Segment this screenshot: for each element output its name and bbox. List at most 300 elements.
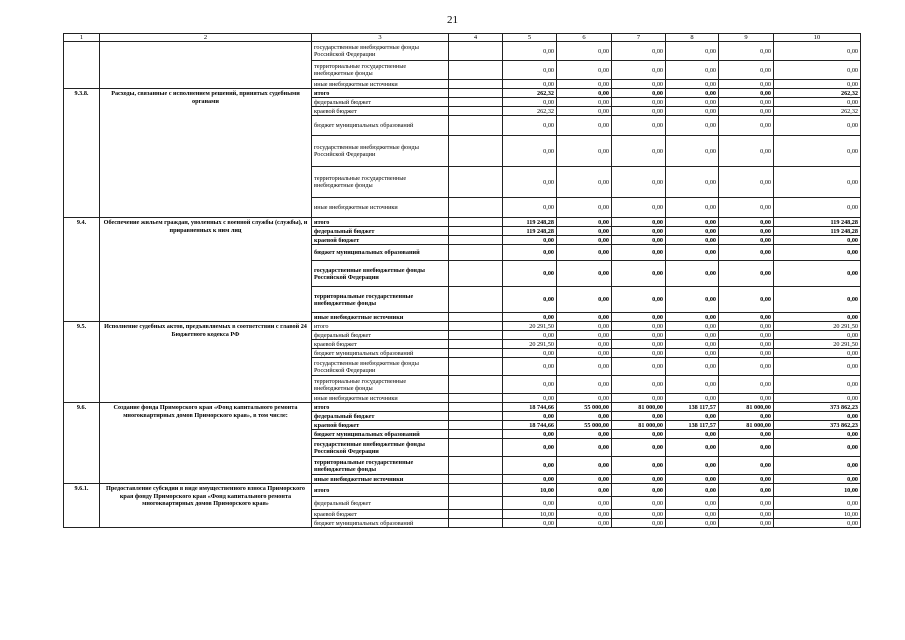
amount-cell: 0,00 <box>612 236 666 245</box>
funding-source: итого <box>312 218 449 227</box>
amount-cell: 0,00 <box>719 107 774 116</box>
amount-cell: 0,00 <box>557 98 612 107</box>
amount-cell: 0,00 <box>612 497 666 510</box>
amount-cell: 0,00 <box>774 167 861 198</box>
funding-source: территориальные государственные внебюджетные фонды <box>312 167 449 198</box>
item-code: 9.6. <box>64 403 100 484</box>
amount-cell: 0,00 <box>774 261 861 287</box>
empty-cell <box>449 497 503 510</box>
amount-cell: 0,00 <box>719 227 774 236</box>
amount-cell: 0,00 <box>666 358 719 376</box>
amount-cell: 0,00 <box>557 331 612 340</box>
amount-cell: 0,00 <box>719 236 774 245</box>
empty-cell <box>449 236 503 245</box>
item-name: Предоставление субсидии в виде имущественного взноса Приморского края фонду Приморского края «Фонд капитального ремонта многоквартирных домов Приморского края» <box>100 484 312 528</box>
column-number-4: 4 <box>449 34 503 42</box>
amount-cell: 0,00 <box>612 107 666 116</box>
amount-cell: 0,00 <box>774 61 861 80</box>
column-number-8: 8 <box>666 34 719 42</box>
amount-cell: 0,00 <box>503 519 557 528</box>
amount-cell: 0,00 <box>666 136 719 167</box>
amount-cell: 0,00 <box>774 430 861 439</box>
amount-cell: 0,00 <box>666 340 719 349</box>
amount-cell: 0,00 <box>719 42 774 61</box>
funding-source: краевой бюджет <box>312 510 449 519</box>
amount-cell: 0,00 <box>503 349 557 358</box>
amount-cell: 0,00 <box>612 394 666 403</box>
amount-cell: 0,00 <box>666 331 719 340</box>
empty-cell <box>449 376 503 394</box>
empty-cell <box>449 98 503 107</box>
amount-cell: 0,00 <box>774 98 861 107</box>
amount-cell: 0,00 <box>557 457 612 475</box>
funding-source: территориальные государственные внебюджетные фонды <box>312 376 449 394</box>
item-code: 9.5. <box>64 322 100 403</box>
item-name: Расходы, связанные с исполнением решений, принятых судебными органами <box>100 89 312 218</box>
amount-cell: 0,00 <box>774 376 861 394</box>
amount-cell: 0,00 <box>557 394 612 403</box>
amount-cell: 0,00 <box>612 349 666 358</box>
amount-cell: 0,00 <box>557 439 612 457</box>
amount-cell: 0,00 <box>503 430 557 439</box>
item-code: 9.4. <box>64 218 100 322</box>
amount-cell: 0,00 <box>666 107 719 116</box>
amount-cell: 0,00 <box>666 218 719 227</box>
amount-cell: 0,00 <box>774 519 861 528</box>
funding-source: итого <box>312 322 449 331</box>
amount-cell: 81 000,00 <box>612 421 666 430</box>
amount-cell: 119 248,28 <box>503 218 557 227</box>
funding-source: иные внебюджетные источники <box>312 198 449 218</box>
empty-cell <box>449 519 503 528</box>
amount-cell: 0,00 <box>774 394 861 403</box>
amount-cell: 0,00 <box>557 349 612 358</box>
amount-cell: 0,00 <box>719 167 774 198</box>
amount-cell: 138 117,57 <box>666 421 719 430</box>
amount-cell: 373 862,23 <box>774 403 861 412</box>
empty-cell <box>449 421 503 430</box>
item-code: 9.3.8. <box>64 89 100 218</box>
amount-cell: 0,00 <box>719 61 774 80</box>
funding-source: федеральный бюджет <box>312 497 449 510</box>
funding-source: краевой бюджет <box>312 421 449 430</box>
amount-cell: 0,00 <box>557 167 612 198</box>
amount-cell: 0,00 <box>503 61 557 80</box>
amount-cell: 262,32 <box>774 107 861 116</box>
amount-cell: 20 291,50 <box>774 340 861 349</box>
amount-cell: 0,00 <box>666 510 719 519</box>
amount-cell: 0,00 <box>612 313 666 322</box>
empty-cell <box>449 287 503 313</box>
item-code: 9.6.1. <box>64 484 100 528</box>
amount-cell: 0,00 <box>719 349 774 358</box>
funding-source: иные внебюджетные источники <box>312 313 449 322</box>
amount-cell: 0,00 <box>719 89 774 98</box>
amount-cell: 0,00 <box>612 340 666 349</box>
amount-cell: 0,00 <box>666 497 719 510</box>
amount-cell: 0,00 <box>666 245 719 261</box>
table-row <box>64 89 861 98</box>
amount-cell: 55 000,00 <box>557 421 612 430</box>
amount-cell: 0,00 <box>719 439 774 457</box>
amount-cell: 0,00 <box>612 430 666 439</box>
empty-cell <box>449 80 503 89</box>
funding-source: федеральный бюджет <box>312 331 449 340</box>
amount-cell: 0,00 <box>503 439 557 457</box>
amount-cell: 0,00 <box>719 322 774 331</box>
amount-cell: 0,00 <box>666 322 719 331</box>
amount-cell: 0,00 <box>557 484 612 497</box>
amount-cell: 0,00 <box>666 412 719 421</box>
column-number-2: 2 <box>100 34 312 42</box>
empty-cell <box>449 510 503 519</box>
amount-cell: 0,00 <box>666 198 719 218</box>
amount-cell: 0,00 <box>719 394 774 403</box>
amount-cell: 0,00 <box>666 349 719 358</box>
empty-cell <box>449 245 503 261</box>
funding-source: территориальные государственные внебюджетные фонды <box>312 287 449 313</box>
amount-cell: 0,00 <box>666 519 719 528</box>
funding-source: бюджет муниципальных образований <box>312 245 449 261</box>
amount-cell: 0,00 <box>612 245 666 261</box>
empty-cell <box>449 412 503 421</box>
header-row <box>64 34 861 42</box>
amount-cell: 0,00 <box>612 167 666 198</box>
amount-cell: 0,00 <box>666 116 719 136</box>
amount-cell: 0,00 <box>503 245 557 261</box>
table-row <box>64 403 861 412</box>
amount-cell: 0,00 <box>612 376 666 394</box>
amount-cell: 0,00 <box>503 376 557 394</box>
item-name: Исполнение судебных актов, предъявляемых в соответствии с главой 24 Бюджетного кодекса РФ <box>100 322 312 403</box>
amount-cell: 0,00 <box>557 322 612 331</box>
amount-cell: 119 248,28 <box>774 218 861 227</box>
amount-cell: 138 117,57 <box>666 403 719 412</box>
amount-cell: 0,00 <box>557 340 612 349</box>
amount-cell: 0,00 <box>774 439 861 457</box>
amount-cell: 0,00 <box>503 98 557 107</box>
amount-cell: 0,00 <box>612 80 666 89</box>
amount-cell: 0,00 <box>774 358 861 376</box>
amount-cell: 0,00 <box>612 358 666 376</box>
amount-cell: 0,00 <box>666 430 719 439</box>
amount-cell: 0,00 <box>503 167 557 198</box>
amount-cell: 0,00 <box>557 61 612 80</box>
amount-cell: 0,00 <box>666 313 719 322</box>
amount-cell: 0,00 <box>774 313 861 322</box>
funding-source: иные внебюджетные источники <box>312 80 449 89</box>
amount-cell: 0,00 <box>503 394 557 403</box>
funding-source: краевой бюджет <box>312 340 449 349</box>
amount-cell: 0,00 <box>612 227 666 236</box>
column-number-1: 1 <box>64 34 100 42</box>
amount-cell: 0,00 <box>612 322 666 331</box>
empty-cell <box>449 107 503 116</box>
amount-cell: 0,00 <box>719 376 774 394</box>
item-code <box>64 42 100 89</box>
amount-cell: 0,00 <box>719 80 774 89</box>
funding-source: государственные внебюджетные фонды Российской Федерации <box>312 136 449 167</box>
amount-cell: 0,00 <box>503 136 557 167</box>
amount-cell: 0,00 <box>557 475 612 484</box>
funding-source: федеральный бюджет <box>312 412 449 421</box>
amount-cell: 119 248,28 <box>774 227 861 236</box>
amount-cell: 0,00 <box>503 287 557 313</box>
amount-cell: 81 000,00 <box>719 403 774 412</box>
amount-cell: 0,00 <box>666 376 719 394</box>
amount-cell: 0,00 <box>557 245 612 261</box>
amount-cell: 262,32 <box>503 107 557 116</box>
empty-cell <box>449 475 503 484</box>
empty-cell <box>449 439 503 457</box>
amount-cell: 0,00 <box>719 116 774 136</box>
amount-cell: 0,00 <box>612 439 666 457</box>
amount-cell: 0,00 <box>557 236 612 245</box>
amount-cell: 0,00 <box>666 439 719 457</box>
amount-cell: 0,00 <box>719 412 774 421</box>
funding-source: итого <box>312 403 449 412</box>
amount-cell: 0,00 <box>557 80 612 89</box>
funding-source: федеральный бюджет <box>312 227 449 236</box>
amount-cell: 0,00 <box>719 313 774 322</box>
table-row <box>64 218 861 227</box>
amount-cell: 20 291,50 <box>774 322 861 331</box>
amount-cell: 0,00 <box>719 430 774 439</box>
amount-cell: 0,00 <box>774 497 861 510</box>
amount-cell: 0,00 <box>612 475 666 484</box>
funding-source: бюджет муниципальных образований <box>312 519 449 528</box>
amount-cell: 0,00 <box>557 198 612 218</box>
empty-cell <box>449 349 503 358</box>
amount-cell: 0,00 <box>612 287 666 313</box>
amount-cell: 0,00 <box>666 89 719 98</box>
funding-source: бюджет муниципальных образований <box>312 430 449 439</box>
funding-source: федеральный бюджет <box>312 98 449 107</box>
amount-cell: 0,00 <box>719 198 774 218</box>
amount-cell: 0,00 <box>774 245 861 261</box>
item-name: Создание фонда Приморского края «Фонд капитального ремонта многоквартирных домов Приморского края», в том числе: <box>100 403 312 484</box>
empty-cell <box>449 340 503 349</box>
funding-source: краевой бюджет <box>312 236 449 245</box>
amount-cell: 0,00 <box>503 80 557 89</box>
amount-cell: 0,00 <box>666 236 719 245</box>
table-row <box>64 484 861 497</box>
amount-cell: 0,00 <box>612 519 666 528</box>
amount-cell: 0,00 <box>774 349 861 358</box>
amount-cell: 0,00 <box>719 358 774 376</box>
amount-cell: 0,00 <box>557 107 612 116</box>
amount-cell: 0,00 <box>503 313 557 322</box>
amount-cell: 0,00 <box>503 236 557 245</box>
column-number-10: 10 <box>774 34 861 42</box>
funding-source: территориальные государственные внебюджетные фонды <box>312 457 449 475</box>
funding-source: иные внебюджетные источники <box>312 475 449 484</box>
amount-cell: 0,00 <box>774 412 861 421</box>
amount-cell: 0,00 <box>666 261 719 287</box>
amount-cell: 0,00 <box>557 313 612 322</box>
funding-source: государственные внебюджетные фонды Российской Федерации <box>312 42 449 61</box>
empty-cell <box>449 403 503 412</box>
amount-cell: 81 000,00 <box>612 403 666 412</box>
empty-cell <box>449 484 503 497</box>
amount-cell: 0,00 <box>557 358 612 376</box>
funding-source: государственные внебюджетные фонды Российской Федерации <box>312 439 449 457</box>
amount-cell: 0,00 <box>666 98 719 107</box>
amount-cell: 0,00 <box>503 331 557 340</box>
amount-cell: 20 291,50 <box>503 340 557 349</box>
empty-cell <box>449 430 503 439</box>
empty-cell <box>449 227 503 236</box>
amount-cell: 0,00 <box>612 98 666 107</box>
amount-cell: 0,00 <box>774 457 861 475</box>
amount-cell: 0,00 <box>612 198 666 218</box>
empty-cell <box>449 116 503 136</box>
amount-cell: 0,00 <box>612 484 666 497</box>
amount-cell: 10,00 <box>774 484 861 497</box>
table-body <box>64 34 861 528</box>
amount-cell: 0,00 <box>666 457 719 475</box>
amount-cell: 10,00 <box>503 510 557 519</box>
empty-cell <box>449 61 503 80</box>
funding-source: государственные внебюджетные фонды Российской Федерации <box>312 261 449 287</box>
amount-cell: 0,00 <box>557 497 612 510</box>
empty-cell <box>449 358 503 376</box>
amount-cell: 0,00 <box>666 475 719 484</box>
amount-cell: 0,00 <box>557 116 612 136</box>
amount-cell: 0,00 <box>557 261 612 287</box>
amount-cell: 0,00 <box>557 218 612 227</box>
column-number-9: 9 <box>719 34 774 42</box>
amount-cell: 0,00 <box>666 42 719 61</box>
empty-cell <box>449 322 503 331</box>
amount-cell: 55 000,00 <box>557 403 612 412</box>
amount-cell: 0,00 <box>774 136 861 167</box>
amount-cell: 81 000,00 <box>719 421 774 430</box>
amount-cell: 18 744,66 <box>503 421 557 430</box>
amount-cell: 0,00 <box>719 245 774 261</box>
amount-cell: 0,00 <box>719 287 774 313</box>
amount-cell: 0,00 <box>612 89 666 98</box>
amount-cell: 0,00 <box>557 519 612 528</box>
amount-cell: 0,00 <box>612 412 666 421</box>
amount-cell: 0,00 <box>503 358 557 376</box>
amount-cell: 0,00 <box>666 167 719 198</box>
funding-source: иные внебюджетные источники <box>312 394 449 403</box>
amount-cell: 0,00 <box>557 227 612 236</box>
funding-source: государственные внебюджетные фонды Российской Федерации <box>312 358 449 376</box>
amount-cell: 0,00 <box>557 136 612 167</box>
amount-cell: 0,00 <box>503 42 557 61</box>
amount-cell: 373 862,23 <box>774 421 861 430</box>
column-number-5: 5 <box>503 34 557 42</box>
empty-cell <box>449 313 503 322</box>
funding-source: краевой бюджет <box>312 107 449 116</box>
amount-cell: 0,00 <box>719 98 774 107</box>
amount-cell: 0,00 <box>666 80 719 89</box>
empty-cell <box>449 331 503 340</box>
amount-cell: 0,00 <box>503 412 557 421</box>
empty-cell <box>449 261 503 287</box>
amount-cell: 0,00 <box>503 457 557 475</box>
amount-cell: 119 248,28 <box>503 227 557 236</box>
amount-cell: 20 291,50 <box>503 322 557 331</box>
item-name: Обеспечение жильем граждан, уволенных с военной службы (службы), и приравненных к ним лиц <box>100 218 312 322</box>
amount-cell: 0,00 <box>774 331 861 340</box>
amount-cell: 0,00 <box>774 475 861 484</box>
item-name <box>100 42 312 89</box>
amount-cell: 0,00 <box>774 236 861 245</box>
amount-cell: 0,00 <box>774 198 861 218</box>
amount-cell: 0,00 <box>557 510 612 519</box>
amount-cell: 0,00 <box>666 484 719 497</box>
column-number-6: 6 <box>557 34 612 42</box>
amount-cell: 18 744,66 <box>503 403 557 412</box>
amount-cell: 10,00 <box>774 510 861 519</box>
amount-cell: 0,00 <box>612 261 666 287</box>
empty-cell <box>449 394 503 403</box>
funding-source: бюджет муниципальных образований <box>312 116 449 136</box>
amount-cell: 0,00 <box>612 42 666 61</box>
amount-cell: 0,00 <box>612 218 666 227</box>
amount-cell: 0,00 <box>557 287 612 313</box>
column-number-7: 7 <box>612 34 666 42</box>
empty-cell <box>449 457 503 475</box>
amount-cell: 0,00 <box>719 136 774 167</box>
amount-cell: 0,00 <box>774 116 861 136</box>
budget-table <box>63 33 861 528</box>
amount-cell: 0,00 <box>774 80 861 89</box>
amount-cell: 0,00 <box>774 287 861 313</box>
amount-cell: 0,00 <box>557 412 612 421</box>
amount-cell: 0,00 <box>612 457 666 475</box>
amount-cell: 262,32 <box>503 89 557 98</box>
amount-cell: 0,00 <box>719 519 774 528</box>
funding-source: бюджет муниципальных образований <box>312 349 449 358</box>
empty-cell <box>449 218 503 227</box>
amount-cell: 0,00 <box>719 340 774 349</box>
amount-cell: 0,00 <box>719 497 774 510</box>
table-row <box>64 42 861 61</box>
amount-cell: 0,00 <box>719 475 774 484</box>
amount-cell: 0,00 <box>503 198 557 218</box>
amount-cell: 0,00 <box>612 510 666 519</box>
amount-cell: 0,00 <box>503 116 557 136</box>
empty-cell <box>449 167 503 198</box>
table-row <box>64 322 861 331</box>
amount-cell: 0,00 <box>719 331 774 340</box>
amount-cell: 0,00 <box>666 287 719 313</box>
amount-cell: 0,00 <box>774 42 861 61</box>
amount-cell: 0,00 <box>719 218 774 227</box>
amount-cell: 0,00 <box>612 61 666 80</box>
amount-cell: 0,00 <box>719 484 774 497</box>
amount-cell: 0,00 <box>666 394 719 403</box>
amount-cell: 0,00 <box>719 510 774 519</box>
amount-cell: 0,00 <box>719 261 774 287</box>
amount-cell: 0,00 <box>557 89 612 98</box>
funding-source: территориальные государственные внебюджетные фонды <box>312 61 449 80</box>
column-number-3: 3 <box>312 34 449 42</box>
funding-source: итого <box>312 484 449 497</box>
amount-cell: 0,00 <box>612 331 666 340</box>
empty-cell <box>449 89 503 98</box>
amount-cell: 0,00 <box>557 376 612 394</box>
amount-cell: 0,00 <box>719 457 774 475</box>
funding-source: итого <box>312 89 449 98</box>
amount-cell: 0,00 <box>612 116 666 136</box>
amount-cell: 10,00 <box>503 484 557 497</box>
amount-cell: 0,00 <box>503 475 557 484</box>
